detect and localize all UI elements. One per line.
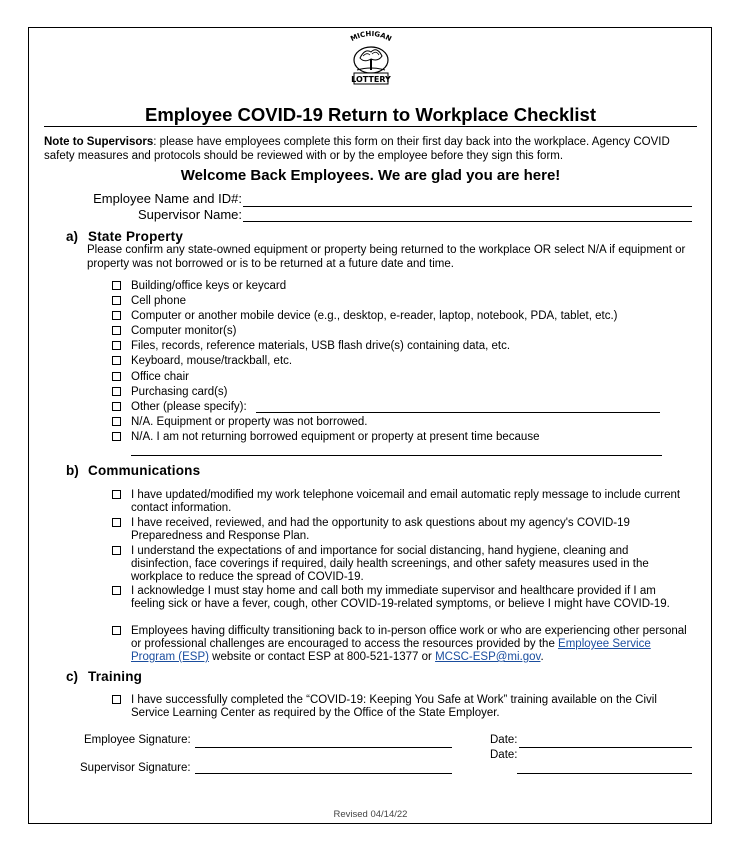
esp-text-before: Employees having difficulty transitioning back to in-person office work or who are experiencing other personal or professional challenges are encouraged to access the resources provided by the	[131, 625, 687, 650]
esp-text-after: .	[540, 651, 544, 663]
employee-signature-field[interactable]	[195, 747, 452, 748]
checkbox-other[interactable]	[112, 402, 121, 411]
item-stay-home: I acknowledge I must stay home and call both my immediate supervisor and healthcare provided if I am feeling sick or have a fever, cough, other COVID-19-related symptoms, or believe I might have COVID-19.	[131, 585, 670, 610]
svg-text:MICHIGAN	[349, 30, 393, 43]
item-computer: Computer or another mobile device (e.g., desktop, e-reader, laptop, notebook, PDA, tablet, etc.)	[131, 310, 618, 322]
item-keyboard: Keyboard, mouse/trackball, etc.	[131, 355, 293, 367]
item-cell-phone: Cell phone	[131, 295, 186, 307]
section-a-letter: a)	[66, 229, 79, 244]
section-c-letter: c)	[66, 669, 79, 684]
not-returning-reason-field[interactable]	[131, 455, 662, 456]
section-a-heading	[66, 229, 183, 244]
esp-email-link[interactable]: MCSC-ESP@mi.gov	[435, 651, 541, 663]
employee-signature-label: Employee Signature:	[84, 734, 191, 746]
supervisor-date-field[interactable]	[517, 773, 692, 774]
employee-name-label: Employee Name and ID#:	[93, 191, 242, 206]
checkbox-training[interactable]	[112, 695, 121, 704]
item-other: Other (please specify):	[131, 401, 247, 413]
item-files: Files, records, reference materials, USB flash drive(s) containing data, etc.	[131, 340, 511, 352]
item-keys: Building/office keys or keycard	[131, 280, 287, 292]
item-chair: Office chair	[131, 371, 189, 383]
date-label-1: Date:	[490, 734, 518, 746]
section-b-title: Communications	[88, 463, 201, 478]
item-na-not-borrowed: N/A. Equipment or property was not borrowed.	[131, 416, 368, 428]
checkbox-voicemail[interactable]	[112, 490, 121, 499]
checkbox-chair[interactable]	[112, 372, 121, 381]
title-underline	[44, 126, 697, 127]
section-b-heading	[66, 463, 200, 478]
checkbox-preparedness-plan[interactable]	[112, 518, 121, 527]
section-b-letter: b)	[66, 463, 79, 478]
employee-date-field[interactable]	[519, 747, 692, 748]
supervisor-signature-field[interactable]	[195, 773, 452, 774]
date-label-2: Date:	[490, 749, 518, 761]
page-title: Employee COVID-19 Return to Workplace Checklist	[145, 104, 596, 125]
section-c-title: Training	[88, 669, 143, 684]
checkbox-monitor[interactable]	[112, 326, 121, 335]
item-purchasing-card: Purchasing card(s)	[131, 386, 228, 398]
esp-text-middle: website or contact ESP at 800-521-1377 or	[208, 651, 436, 663]
logo-bottom-text: LOTTERY	[351, 75, 391, 84]
checkbox-keys[interactable]	[112, 281, 121, 290]
esp-program-link[interactable]: Employee Service Program (ESP)	[131, 638, 651, 663]
supervisor-name-field[interactable]	[243, 221, 692, 222]
checkbox-keyboard[interactable]	[112, 356, 121, 365]
item-training: I have successfully completed the “COVID-19: Keeping You Safe at Work” training available on the Civil Service Learning Center as required by the Office of the State Employer.	[131, 694, 657, 719]
checkbox-na-not-returning[interactable]	[112, 432, 121, 441]
supervisor-name-label: Supervisor Name:	[137, 207, 242, 222]
item-monitor: Computer monitor(s)	[131, 325, 237, 337]
item-safety-expectations: I understand the expectations of and importance for social distancing, hand hygiene, cleaning and disinfection, face coverings if required, daily health screenings, and other safety measures used in the workplace to reduce the spread of COVID-19.	[131, 545, 649, 583]
note-text: : please have employees complete this form on their first day back into the workplace. Agency COVID safety measures and protocols should be reviewed with or by the employee before they sign this form.	[44, 136, 670, 162]
supervisor-note	[44, 135, 694, 163]
item-na-not-returning: N/A. I am not returning borrowed equipment or property at present time because	[131, 431, 540, 443]
section-c-heading	[66, 669, 142, 684]
checkbox-cell-phone[interactable]	[112, 296, 121, 305]
logo-top-text: MICHIGAN	[349, 29, 393, 44]
item-voicemail: I have updated/modified my work telephone voicemail and email automatic reply message to include current contact information.	[131, 489, 681, 514]
section-a-title: State Property	[88, 229, 184, 244]
item-esp-resources	[131, 625, 691, 664]
note-label: Note to Supervisors	[44, 136, 154, 148]
welcome-heading: Welcome Back Employees. We are glad you are here!	[180, 167, 561, 184]
checkbox-purchasing-card[interactable]	[112, 387, 121, 396]
section-a-intro: Please confirm any state-owned equipment or property being returned to the workplace OR select N/A if equipment or property was not borrowed or is to be returned at a future date and time.	[87, 244, 686, 270]
checkbox-stay-home[interactable]	[112, 586, 121, 595]
supervisor-signature-label: Supervisor Signature:	[80, 762, 191, 774]
revision-footer: Revised 04/14/22	[333, 809, 408, 820]
checkbox-computer[interactable]	[112, 311, 121, 320]
employee-name-field[interactable]	[243, 206, 692, 207]
item-preparedness-plan: I have received, reviewed, and had the opportunity to ask questions about my agency's COVID-19 Preparedness and Response Plan.	[131, 517, 630, 542]
checkbox-files[interactable]	[112, 341, 121, 350]
other-specify-field[interactable]	[256, 412, 660, 413]
checkbox-na-not-borrowed[interactable]	[112, 417, 121, 426]
checkbox-esp-resources[interactable]	[112, 626, 121, 635]
checkbox-safety-expectations[interactable]	[112, 546, 121, 555]
michigan-lottery-logo	[345, 28, 397, 90]
